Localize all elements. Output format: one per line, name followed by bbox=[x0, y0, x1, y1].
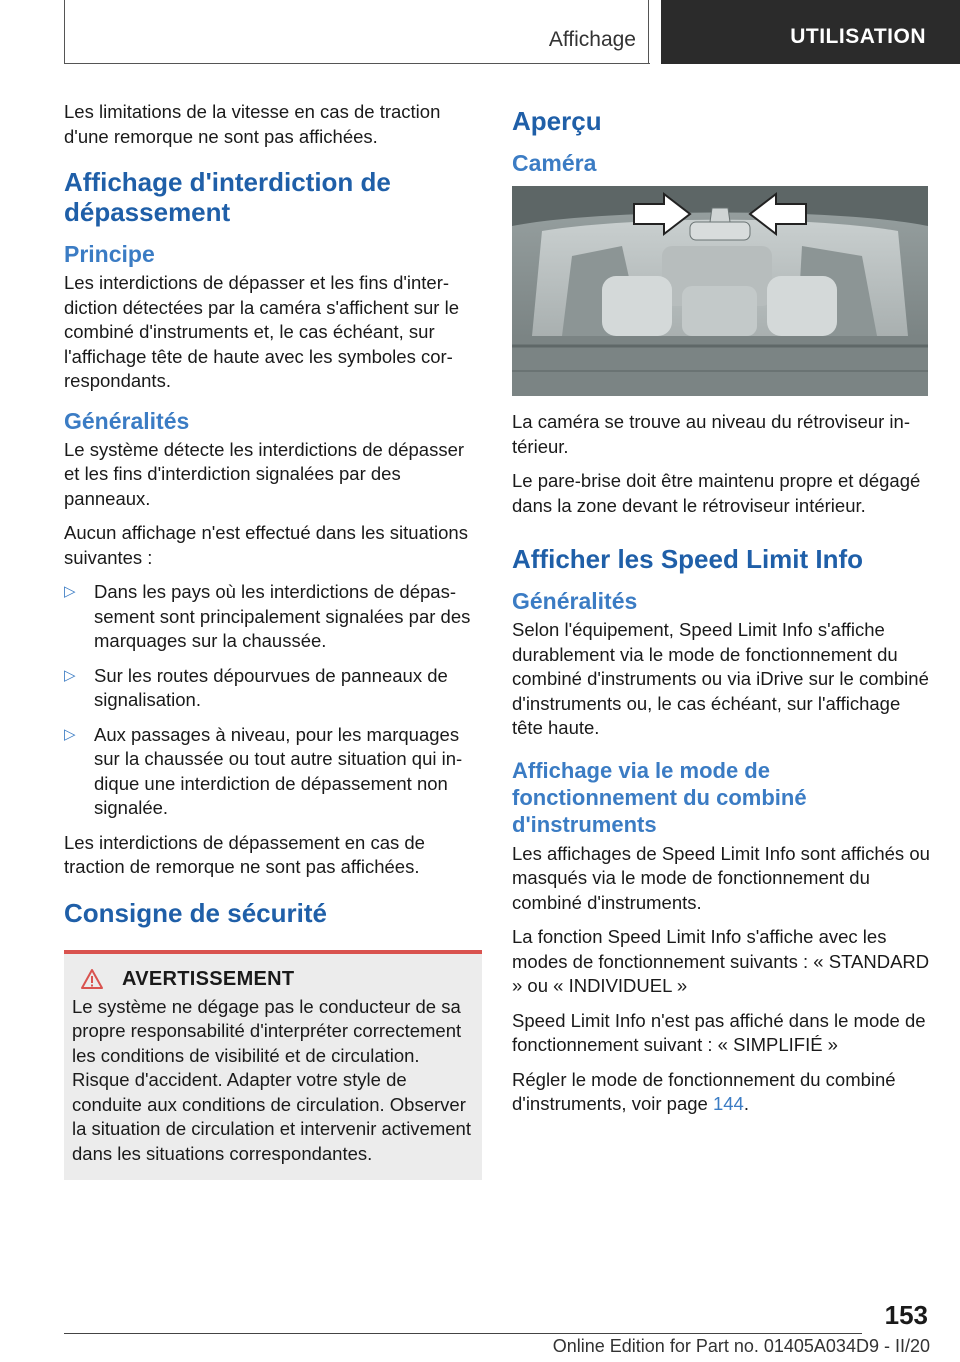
left-column bbox=[64, 100, 482, 1180]
heading-interdiction: Affichage d'interdiction de dépassement bbox=[64, 167, 391, 227]
heading-generalites-left: Généralités bbox=[64, 407, 190, 434]
heading-consigne: Consigne de sécurité bbox=[64, 897, 327, 928]
footer-edition: Online Edition for Part no. 01405A034D9 - II/20 bbox=[552, 1336, 930, 1356]
triangle-bullet-icon: ▷ bbox=[64, 725, 76, 743]
page-reference-link[interactable]: 144 bbox=[712, 1093, 744, 1114]
list-item bbox=[64, 664, 482, 713]
list-item bbox=[64, 723, 482, 821]
header-rule-mid bbox=[648, 0, 649, 64]
mode-paragraph-4-suffix: . bbox=[743, 1093, 749, 1114]
triangle-bullet-icon: ▷ bbox=[64, 666, 76, 684]
page-number: 153 bbox=[884, 1300, 928, 1330]
header-rule-left bbox=[64, 0, 65, 64]
list-item-text: Sur les routes dépourvues de panneaux de signalisation. bbox=[94, 664, 448, 710]
remorque-paragraph: Les interdictions de dépassement en cas de traction de remorque ne sont pas affichées. bbox=[64, 831, 425, 877]
principe-paragraph: Les interdictions de dépasser et les fins d'interdiction détectées par la caméra s'affichent sur le combiné d'instruments et, le cas échéant, sur l'affichage tête de haute avec les symboles correspondants. bbox=[64, 272, 459, 391]
camera-paragraph-1: La caméra se trouve au niveau du rétroviseur intérieur. bbox=[512, 411, 910, 457]
header-section-title: Affichage bbox=[548, 28, 636, 51]
generalites-paragraph-right: Selon l'équipement, Speed Limit Info s'affiche durablement via le mode de fonctionnement du combiné d'instruments ou via iDrive sur le combiné d'instruments ou, le cas échéant, sur l'affichage tête haute. bbox=[512, 619, 929, 738]
header-chapter-label: UTILISATION bbox=[790, 25, 926, 48]
footer-rule bbox=[64, 1333, 862, 1334]
header-chapter-tab bbox=[661, 0, 960, 64]
mode-paragraph-2: La fonction Speed Limit Info s'affiche avec les modes de fonctionnement suivants : « STANDARD » ou « INDIVIDUEL » bbox=[512, 926, 930, 996]
warning-header bbox=[72, 968, 474, 991]
camera-location-photo bbox=[512, 186, 928, 396]
warning-box bbox=[64, 950, 482, 1181]
heading-affichage-mode: Affichage via le mode de fonctionnement du combiné d'instruments bbox=[512, 757, 807, 837]
warning-title: AVERTISSEMENT bbox=[122, 967, 295, 990]
list-item-text: Aux passages à niveau, pour les marquages sur la chaussée ou tout autre situation qui indique une interdiction de dépassement non signalée. bbox=[94, 723, 463, 818]
heading-apercu: Aperçu bbox=[512, 106, 602, 136]
list-item bbox=[64, 580, 482, 654]
camera-paragraph-2: Le pare-brise doit être maintenu propre et dégagé dans la zone devant le rétroviseur intérieur. bbox=[512, 470, 921, 516]
mode-paragraph-3: Speed Limit Info n'est pas affiché dans le mode de fonctionnement suivant : « SIMPLIFIÉ » bbox=[512, 1009, 926, 1055]
warning-triangle-icon bbox=[80, 968, 104, 990]
heading-principe: Principe bbox=[64, 241, 155, 267]
mode-paragraph-1: Les affichages de Speed Limit Info sont affichés ou masqués via le mode de fonctionnement du combiné d'instruments. bbox=[512, 842, 930, 913]
mode-paragraph-4-text: Régler le mode de fonctionnement du combiné d'instruments, voir page bbox=[512, 1068, 896, 1114]
right-column bbox=[512, 100, 932, 1127]
heading-generalites-right: Généralités bbox=[512, 588, 638, 614]
aucun-paragraph: Aucun affichage n'est effectué dans les situations suivantes : bbox=[64, 522, 468, 568]
generalites-paragraph-left: Le système détecte les interdictions de dépasser et les fins d'interdiction signalées par des panneaux. bbox=[64, 438, 465, 509]
header-rule-bottom bbox=[64, 63, 650, 64]
heading-camera: Caméra bbox=[512, 150, 597, 176]
list-item-text: Dans les pays où les interdictions de dépassement sont principalement signalées par des marquages sur la chaussée. bbox=[94, 581, 471, 651]
heading-speed-limit: Afficher les Speed Limit Info bbox=[512, 544, 864, 574]
mode-paragraph-4 bbox=[512, 1068, 932, 1117]
intro-paragraph: Les limitations de la vitesse en cas de traction d'une remorque ne sont pas affichées. bbox=[64, 101, 441, 147]
triangle-bullet-icon: ▷ bbox=[64, 583, 76, 600]
warning-text: Le système ne dégage pas le conducteur de sa propre responsabilité d'interpréter correctement les conditions de visibilité et de circulation. Risque d'accident. Adapter votre style de conduite aux conditions de circulation. Observer la situation de circulation et intervenir activement dans les situations correspondantes. bbox=[72, 995, 471, 1164]
situations-list bbox=[64, 580, 482, 821]
